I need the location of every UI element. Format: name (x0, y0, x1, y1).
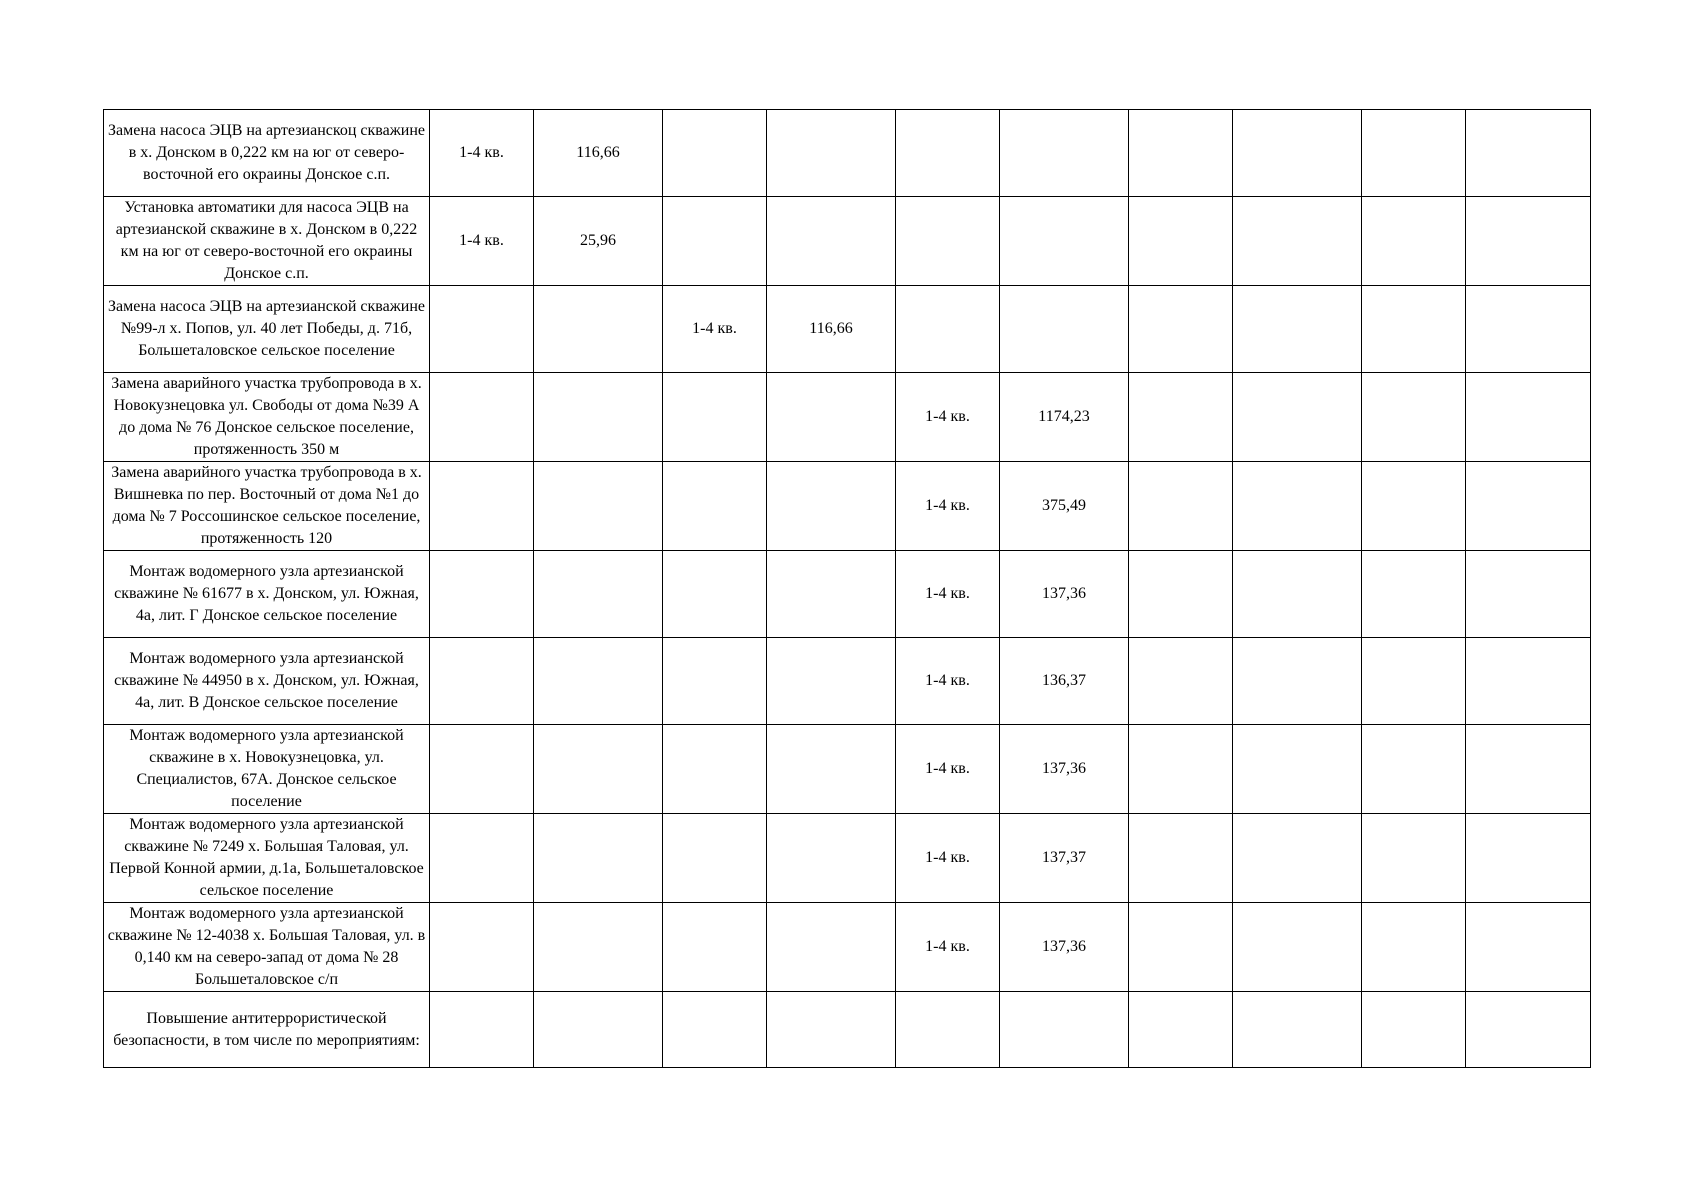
value-cell-col-4 (767, 551, 896, 638)
value-cell-col-7 (1129, 110, 1233, 197)
row-description-cell (104, 814, 430, 903)
value-cell-col-1 (430, 725, 534, 814)
value-cell-col-8 (1233, 725, 1362, 814)
table-row (104, 992, 1591, 1068)
value-cell-col-7 (1129, 551, 1233, 638)
value-cell-col-2: 25,96 (534, 197, 663, 286)
value-cell-col-2: 116,66 (534, 110, 663, 197)
value-cell-col-1 (430, 462, 534, 551)
row-description-cell (104, 197, 430, 286)
value-cell-col-1 (430, 903, 534, 992)
value-cell-col-10 (1466, 286, 1591, 373)
value-cell-col-7 (1129, 462, 1233, 551)
row-description-cell (104, 462, 430, 551)
value-cell-col-9 (1362, 903, 1466, 992)
table-row (104, 814, 1591, 903)
value-cell-col-10 (1466, 903, 1591, 992)
value-cell-col-1 (430, 551, 534, 638)
value-cell-col-9 (1362, 286, 1466, 373)
value-cell-col-6: 136,37 (1000, 638, 1129, 725)
value-cell-col-9 (1362, 373, 1466, 462)
value-cell-col-3 (663, 373, 767, 462)
value-cell-col-5: 1-4 кв. (896, 462, 1000, 551)
value-cell-col-2 (534, 551, 663, 638)
value-cell-col-9 (1362, 197, 1466, 286)
table-row (104, 110, 1591, 197)
value-cell-col-10 (1466, 725, 1591, 814)
row-description: Замена насоса ЭЦВ на артезианской скважине №99-л х. Попов, ул. 40 лет Победы, д. 71б, Большеталовское сельское поселение (108, 298, 425, 359)
value-cell-col-2 (534, 725, 663, 814)
row-description-cell (104, 992, 430, 1068)
table-body (104, 110, 1591, 1068)
value-cell-col-1 (430, 286, 534, 373)
value-cell-col-8 (1233, 992, 1362, 1068)
value-cell-col-5: 1-4 кв. (896, 903, 1000, 992)
row-description: Замена аварийного участка трубопровода в х. Вишневка по пер. Восточный от дома №1 до дома № 7 Россошинское сельское поселение, протяженность 120 (111, 464, 422, 547)
value-cell-col-5: 1-4 кв. (896, 373, 1000, 462)
value-cell-col-8 (1233, 903, 1362, 992)
value-cell-col-10 (1466, 197, 1591, 286)
table-row (104, 725, 1591, 814)
row-description: Установка автоматики для насоса ЭЦВ на артезианской скважине в х. Донском в 0,222 км на юг от северо-восточной его окраины Донское с.п. (115, 199, 418, 282)
row-description-cell (104, 373, 430, 462)
value-cell-col-7 (1129, 638, 1233, 725)
value-cell-col-5: 1-4 кв. (896, 638, 1000, 725)
value-cell-col-1 (430, 638, 534, 725)
value-cell-col-8 (1233, 638, 1362, 725)
value-cell-col-9 (1362, 110, 1466, 197)
value-cell-col-5 (896, 197, 1000, 286)
value-cell-col-2 (534, 462, 663, 551)
value-cell-col-2 (534, 638, 663, 725)
value-cell-col-8 (1233, 110, 1362, 197)
value-cell-col-7 (1129, 992, 1233, 1068)
value-cell-col-4 (767, 814, 896, 903)
row-description-cell (104, 725, 430, 814)
value-cell-col-7 (1129, 903, 1233, 992)
row-description-cell (104, 110, 430, 197)
value-cell-col-10 (1466, 110, 1591, 197)
table-row (104, 286, 1591, 373)
value-cell-col-9 (1362, 992, 1466, 1068)
row-description: Повышение антитеррористической безопасности, в том числе по мероприятиям: (113, 1009, 420, 1049)
value-cell-col-3: 1-4 кв. (663, 286, 767, 373)
value-cell-col-4 (767, 197, 896, 286)
row-description: Замена аварийного участка трубопровода в х. Новокузнецовка ул. Свободы от дома №39 А до дома № 76 Донское сельское поселение, протяженность 350 м (111, 375, 422, 458)
table-row (104, 551, 1591, 638)
value-cell-col-9 (1362, 814, 1466, 903)
value-cell-col-6: 137,36 (1000, 903, 1129, 992)
row-description-cell (104, 286, 430, 373)
row-description: Монтаж водомерного узла артезианской скважине в х. Новокузнецовка, ул. Специалистов, 67А. Донское сельское поселение (129, 727, 404, 810)
value-cell-col-5 (896, 992, 1000, 1068)
value-cell-col-6 (1000, 110, 1129, 197)
row-description: Замена насоса ЭЦВ на артезианскоц скважине в х. Донском в 0,222 км на юг от северо-восточной его окраины Донское с.п. (108, 122, 425, 183)
value-cell-col-3 (663, 725, 767, 814)
value-cell-col-9 (1362, 725, 1466, 814)
value-cell-col-3 (663, 638, 767, 725)
table-row (104, 903, 1591, 992)
value-cell-col-6: 137,36 (1000, 551, 1129, 638)
value-cell-col-10 (1466, 814, 1591, 903)
value-cell-col-5: 1-4 кв. (896, 551, 1000, 638)
value-cell-col-7 (1129, 814, 1233, 903)
value-cell-col-6: 1174,23 (1000, 373, 1129, 462)
value-cell-col-1: 1-4 кв. (430, 110, 534, 197)
value-cell-col-7 (1129, 725, 1233, 814)
value-cell-col-10 (1466, 462, 1591, 551)
value-cell-col-3 (663, 814, 767, 903)
value-cell-col-3 (663, 992, 767, 1068)
value-cell-col-9 (1362, 551, 1466, 638)
value-cell-col-5: 1-4 кв. (896, 814, 1000, 903)
value-cell-col-7 (1129, 197, 1233, 286)
value-cell-col-4 (767, 110, 896, 197)
value-cell-col-8 (1233, 551, 1362, 638)
value-cell-col-8 (1233, 814, 1362, 903)
value-cell-col-10 (1466, 638, 1591, 725)
value-cell-col-6: 137,37 (1000, 814, 1129, 903)
value-cell-col-3 (663, 551, 767, 638)
value-cell-col-5 (896, 110, 1000, 197)
value-cell-col-6 (1000, 992, 1129, 1068)
value-cell-col-8 (1233, 373, 1362, 462)
value-cell-col-4 (767, 903, 896, 992)
value-cell-col-9 (1362, 638, 1466, 725)
value-cell-col-4 (767, 462, 896, 551)
value-cell-col-8 (1233, 286, 1362, 373)
value-cell-col-4 (767, 373, 896, 462)
schedule-table (103, 109, 1591, 1068)
row-description-cell (104, 903, 430, 992)
value-cell-col-6 (1000, 197, 1129, 286)
value-cell-col-6: 137,36 (1000, 725, 1129, 814)
table-row (104, 638, 1591, 725)
value-cell-col-8 (1233, 197, 1362, 286)
value-cell-col-3 (663, 110, 767, 197)
value-cell-col-1 (430, 992, 534, 1068)
row-description-cell (104, 638, 430, 725)
value-cell-col-1: 1-4 кв. (430, 197, 534, 286)
table-row (104, 462, 1591, 551)
table-row (104, 373, 1591, 462)
value-cell-col-5 (896, 286, 1000, 373)
value-cell-col-1 (430, 814, 534, 903)
value-cell-col-8 (1233, 462, 1362, 551)
row-description: Монтаж водомерного узла артезианской скважине № 7249 х. Большая Таловая, ул. Первой Конной армии, д.1а, Большеталовское сельское поселение (109, 816, 424, 899)
value-cell-col-4 (767, 992, 896, 1068)
value-cell-col-5: 1-4 кв. (896, 725, 1000, 814)
value-cell-col-6: 375,49 (1000, 462, 1129, 551)
value-cell-col-3 (663, 903, 767, 992)
value-cell-col-6 (1000, 286, 1129, 373)
value-cell-col-1 (430, 373, 534, 462)
row-description-cell (104, 551, 430, 638)
value-cell-col-2 (534, 373, 663, 462)
value-cell-col-10 (1466, 992, 1591, 1068)
value-cell-col-9 (1362, 462, 1466, 551)
value-cell-col-2 (534, 814, 663, 903)
value-cell-col-2 (534, 286, 663, 373)
row-description: Монтаж водомерного узла артезианской скважине № 44950 в х. Донском, ул. Южная, 4а, лит. В Донское сельское поселение (114, 650, 419, 711)
row-description: Монтаж водомерного узла артезианской скважине № 61677 в х. Донском, ул. Южная, 4а, лит. Г Донское сельское поселение (114, 563, 419, 624)
table-row (104, 197, 1591, 286)
value-cell-col-10 (1466, 373, 1591, 462)
value-cell-col-7 (1129, 373, 1233, 462)
value-cell-col-3 (663, 462, 767, 551)
value-cell-col-2 (534, 903, 663, 992)
value-cell-col-4: 116,66 (767, 286, 896, 373)
value-cell-col-2 (534, 992, 663, 1068)
value-cell-col-7 (1129, 286, 1233, 373)
value-cell-col-4 (767, 638, 896, 725)
row-description: Монтаж водомерного узла артезианской скважине № 12-4038 х. Большая Таловая, ул. в 0,140 км на северо-запад от дома № 28 Большеталовское с/п (107, 905, 426, 988)
value-cell-col-10 (1466, 551, 1591, 638)
value-cell-col-3 (663, 197, 767, 286)
value-cell-col-4 (767, 725, 896, 814)
